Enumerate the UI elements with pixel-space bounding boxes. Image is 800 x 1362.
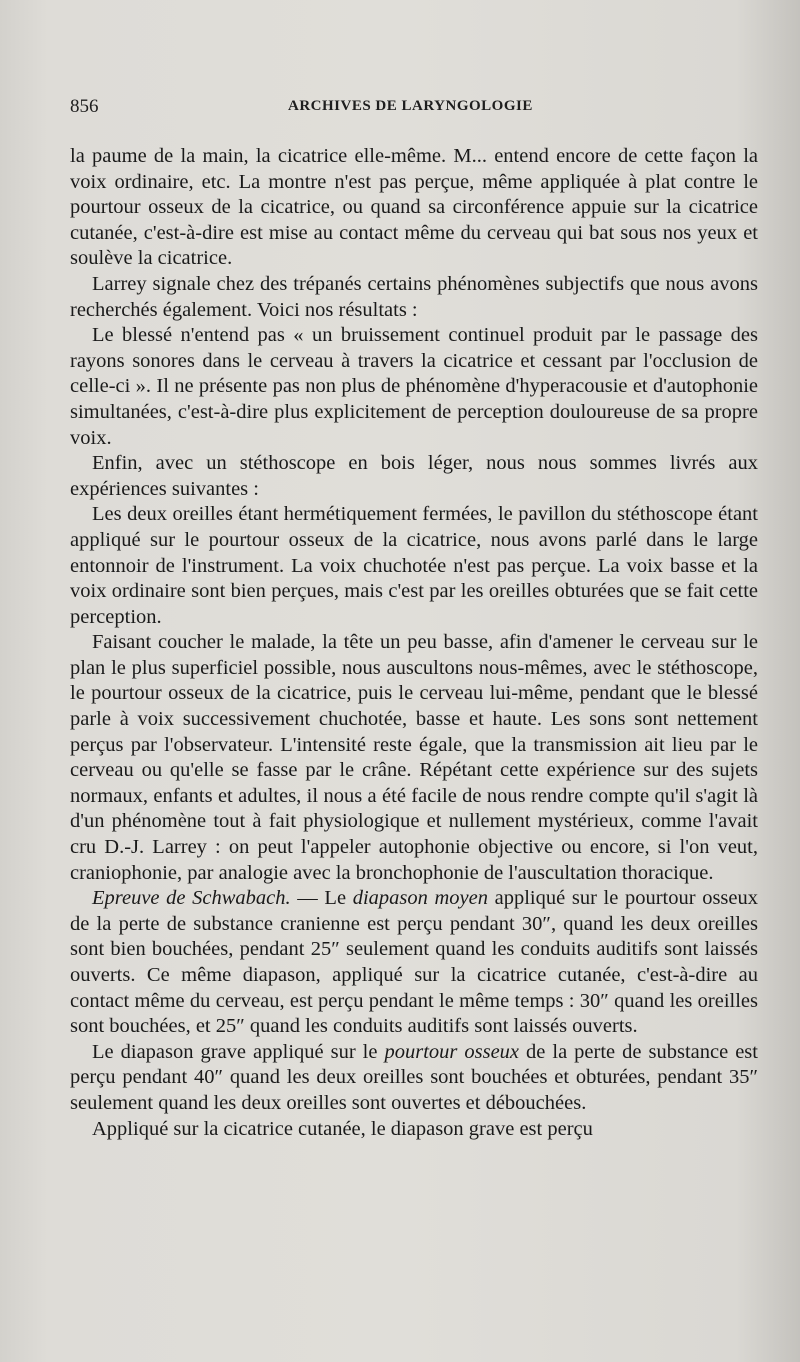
italic-term: pourtour osseux xyxy=(384,1040,520,1063)
paragraph-text: Le diapason grave appliqué sur le xyxy=(92,1040,385,1063)
running-title: ARCHIVES DE LARYNGOLOGIE xyxy=(288,98,533,114)
paragraph xyxy=(70,272,758,323)
paragraph xyxy=(70,630,758,886)
page-header xyxy=(70,96,760,120)
paragraph-text: appliqué sur le pourtour osseux de la perte de substance cranienne est perçu pendant 30″, quand les deux oreilles sont bien bouchées, pendant 25″ seulement quand les conduits auditifs sont laissés ouverts. Ce même diapason, appliqué sur la cicatrice cutanée, c'est-à-dire au contact même du cerveau, est perçu pendant le même temps : 30″ quand les oreilles sont bouchées, et 25″ quand les conduits auditifs sont laissés ouverts. xyxy=(70,887,759,1038)
paragraph xyxy=(70,323,758,451)
paragraph-text: Le blessé n'entend pas « un bruissement continuel produit par le passage des rayons sonores dans le cerveau à travers la cicatrice et cessant par l'occlusion de celle-ci ». Il ne présente pas non plus de phénomène d'hyperacousie et d'autophonie simultanées, c'est-à-dire plus explicitement de perception douloureuse de sa propre voix. xyxy=(70,324,758,449)
paragraph-text: Enfin, avec un stéthoscope en bois léger, nous nous sommes livrés aux expériences suivantes : xyxy=(70,452,758,500)
page-number: 856 xyxy=(70,96,99,117)
paragraph xyxy=(70,451,758,502)
paragraph-text: Faisant coucher le malade, la tête un peu basse, afin d'amener le cerveau sur le plan le plus superficiel possible, nous auscultons nous-mêmes, avec le stéthoscope, le pourtour osseux de la cicatrice, puis le cerveau lui-même, pendant que le blessé parle à voix successivement chuchotée, basse et haute. Les sons sont nettement perçus par l'observateur. L'intensité reste égale, que la transmission ait lieu par le cerveau ou qu'elle se fasse par le crâne. Répétant cette expérience sur des sujets normaux, enfants et adultes, il nous a été facile de nous rendre compte qu'il s'agit là d'un phénomène tout à fait physiologique et nullement mystérieux, comme l'avait cru D.-J. Larrey : on peut l'appeler autophonie objective ou encore, si l'on veut, craniophonie, par analogie avec la bronchophonie de l'auscultation thoracique. xyxy=(70,631,758,884)
section-lead-italic: Epreuve de Schwabach. xyxy=(92,887,291,910)
paragraph xyxy=(70,502,758,630)
paragraph-text: — Le xyxy=(290,887,353,910)
paragraph xyxy=(70,1040,758,1117)
paragraph-text: Les deux oreilles étant hermétiquement fermées, le pavillon du stéthoscope étant appliqué sur le pourtour osseux de la cicatrice, nous avons parlé dans le large entonnoir de l'instrument. La voix chuchotée n'est pas perçue. La voix basse et la voix ordinaire sont bien perçues, mais c'est par les oreilles obturées que se fait cette perception. xyxy=(70,503,758,628)
body-text xyxy=(70,144,758,1142)
paragraph-schwabach xyxy=(70,886,758,1040)
paragraph xyxy=(70,1117,758,1143)
paragraph-text: la paume de la main, la cicatrice elle-même. M... entend encore de cette façon la voix ordinaire, etc. La montre n'est pas perçue, même appliquée à plat contre le pourtour osseux de la cicatrice, ou quand sa circonférence appuie sur la cicatrice cutanée, c'est-à-dire est mise au contact même du cerveau qui bat sous nos yeux et soulève la cicatrice. xyxy=(70,145,758,270)
paragraph-continuation xyxy=(70,144,758,272)
paragraph-text: de la perte de substance est perçu pendant 40″ quand les deux oreilles sont bouchées et obturées, pendant 35″ seulement quand les deux oreilles sont ouvertes et débouchées. xyxy=(70,1040,758,1114)
italic-term: diapason moyen xyxy=(352,887,488,910)
paragraph-text: Larrey signale chez des trépanés certains phénomènes subjectifs que nous avons recherchés également. Voici nos résultats : xyxy=(70,272,758,321)
paragraph-text: Appliqué sur la cicatrice cutanée, le diapason grave est perçu xyxy=(92,1117,593,1140)
